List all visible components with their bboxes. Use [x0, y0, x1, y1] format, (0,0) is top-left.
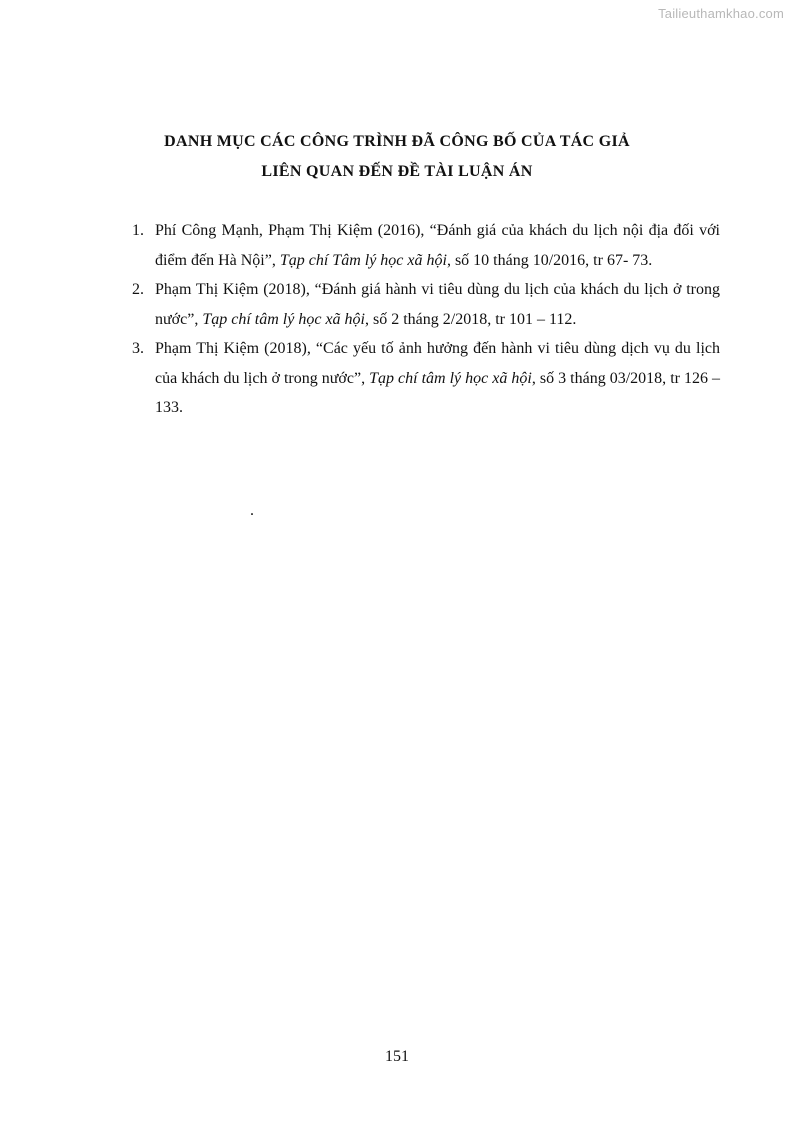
page-number: 151 — [385, 1048, 409, 1065]
publication-item — [132, 275, 720, 334]
item-journal: Tạp chí tâm lý học xã hội — [202, 310, 365, 328]
watermark: Tailieuthamkhao.com — [658, 6, 784, 21]
heading-line-1: DANH MỤC CÁC CÔNG TRÌNH ĐÃ CÔNG BỐ CỦA TÁC GIẢ — [164, 133, 630, 150]
item-details: , số 10 tháng 10/2016, tr 67- 73. — [446, 251, 653, 269]
publication-list — [132, 216, 720, 423]
heading-line-2: LIÊN QUAN ĐẾN ĐỀ TÀI LUẬN ÁN — [261, 163, 533, 180]
item-number: 2. — [132, 281, 144, 298]
stray-dot: . — [250, 502, 254, 519]
item-authors-title: Phạm Thị Kiệm (2018), “Các yếu tố ảnh hưởng đến hành vi tiêu dùng dịch vụ du lịch của khách du lịch ở trong nước”, — [155, 340, 720, 387]
item-authors-title: Phạm Thị Kiệm (2018), “Đánh giá hành vi tiêu dùng du lịch của khách du lịch ở trong nước”, — [155, 281, 720, 328]
item-details: , số 3 tháng 03/2018, tr 126 – 133. — [155, 369, 721, 416]
item-details: , số 2 tháng 2/2018, tr 101 – 112. — [364, 310, 577, 328]
publication-item — [132, 216, 720, 275]
item-number: 1. — [132, 222, 144, 239]
item-journal: Tạp chí tâm lý học xã hội — [369, 369, 532, 387]
publication-item — [132, 334, 720, 423]
item-number: 3. — [132, 340, 144, 357]
item-authors-title: Phí Công Mạnh, Phạm Thị Kiệm (2016), “Đánh giá của khách du lịch nội địa đối với điểm đến Hà Nội”, — [155, 222, 720, 269]
item-journal: Tạp chí Tâm lý học xã hội — [279, 251, 447, 269]
